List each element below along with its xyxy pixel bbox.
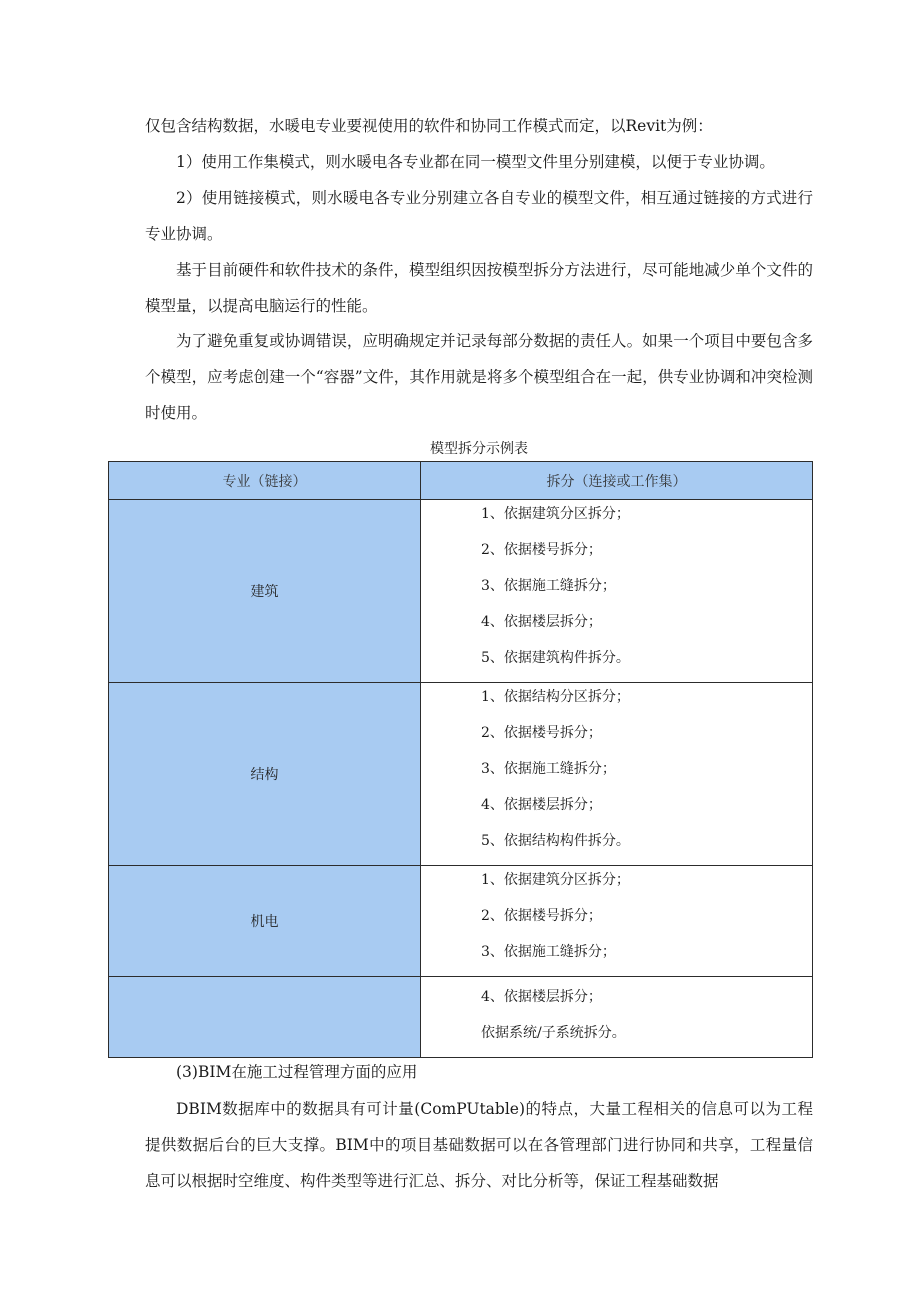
list-item: 1、依据建筑分区拆分；: [481, 872, 630, 888]
paragraph-link-mode: 2）使用链接模式，则水暖电各专业分别建立各自专业的模型文件，相互通过链接的方式进行专业协调。: [145, 189, 813, 243]
list-item: 4、依据楼层拆分；: [481, 989, 602, 1005]
table-row: [109, 866, 813, 977]
list-item: 3、依据施工缝拆分；: [481, 761, 616, 777]
category-cell: [109, 977, 421, 1058]
items-cell: [421, 683, 813, 866]
list-item: 4、依据楼层拆分；: [481, 797, 602, 813]
category-cell: 建筑: [109, 500, 421, 683]
model-split-table: [108, 461, 813, 1058]
list-item: 5、依据结构构件拆分。: [481, 833, 630, 849]
paragraph-revit-intro: 仅包含结构数据，水暖电专业要视使用的软件和协同工作模式而定，以Revit为例：: [145, 117, 713, 135]
table-header-row: [109, 462, 813, 500]
table-row: [109, 500, 813, 683]
table-row: [109, 683, 813, 866]
category-cell: 机电: [109, 866, 421, 977]
section-heading: (3)BIM在施工过程管理方面的应用: [176, 1063, 418, 1081]
list-item: 4、依据楼层拆分；: [481, 614, 602, 630]
list-item: 2、依据楼号拆分；: [481, 725, 602, 741]
items-cell: [421, 866, 813, 977]
header-split: 拆分（连接或工作集）: [421, 462, 813, 500]
table-caption: 模型拆分示例表: [430, 441, 528, 457]
header-discipline: 专业（链接）: [109, 462, 421, 500]
list-item: 依据系统/子系统拆分。: [481, 1025, 626, 1041]
list-item: 2、依据楼号拆分；: [481, 542, 602, 558]
items-cell: [421, 500, 813, 683]
category-cell: 结构: [109, 683, 421, 866]
list-item: 1、依据结构分区拆分；: [481, 689, 630, 705]
list-item: 2、依据楼号拆分；: [481, 908, 602, 924]
list-item: 3、依据施工缝拆分；: [481, 578, 616, 594]
paragraph-bim-database: DBIM数据库中的数据具有可计量(ComPUtable)的特点，大量工程相关的信息可以为工程提供数据后台的巨大支撑。BIM中的项目基础数据可以在各管理部门进行协同和共享，工程量信息可以根据时空维度、构件类型等进行汇总、拆分、对比分析等，保证工程基础数据: [145, 1100, 813, 1190]
list-item: 5、依据建筑构件拆分。: [481, 650, 630, 666]
list-item: 1、依据建筑分区拆分；: [481, 506, 630, 522]
paragraph-workset-mode: 1）使用工作集模式，则水暖电各专业都在同一模型文件里分别建模，以便于专业协调。: [176, 153, 775, 171]
paragraph-responsibility: 为了避免重复或协调错误，应明确规定并记录每部分数据的责任人。如果一个项目中要包含多个模型，应考虑创建一个“容器”文件，其作用就是将多个模型组合在一起，供专业协调和冲突检测时使用。: [145, 332, 813, 422]
list-item: 3、依据施工缝拆分；: [481, 944, 616, 960]
items-cell: [421, 977, 813, 1058]
table-row: [109, 977, 813, 1058]
paragraph-model-split: 基于目前硬件和软件技术的条件，模型组织因按模型拆分方法进行，尽可能地减少单个文件的模型量，以提高电脑运行的性能。: [145, 261, 813, 315]
